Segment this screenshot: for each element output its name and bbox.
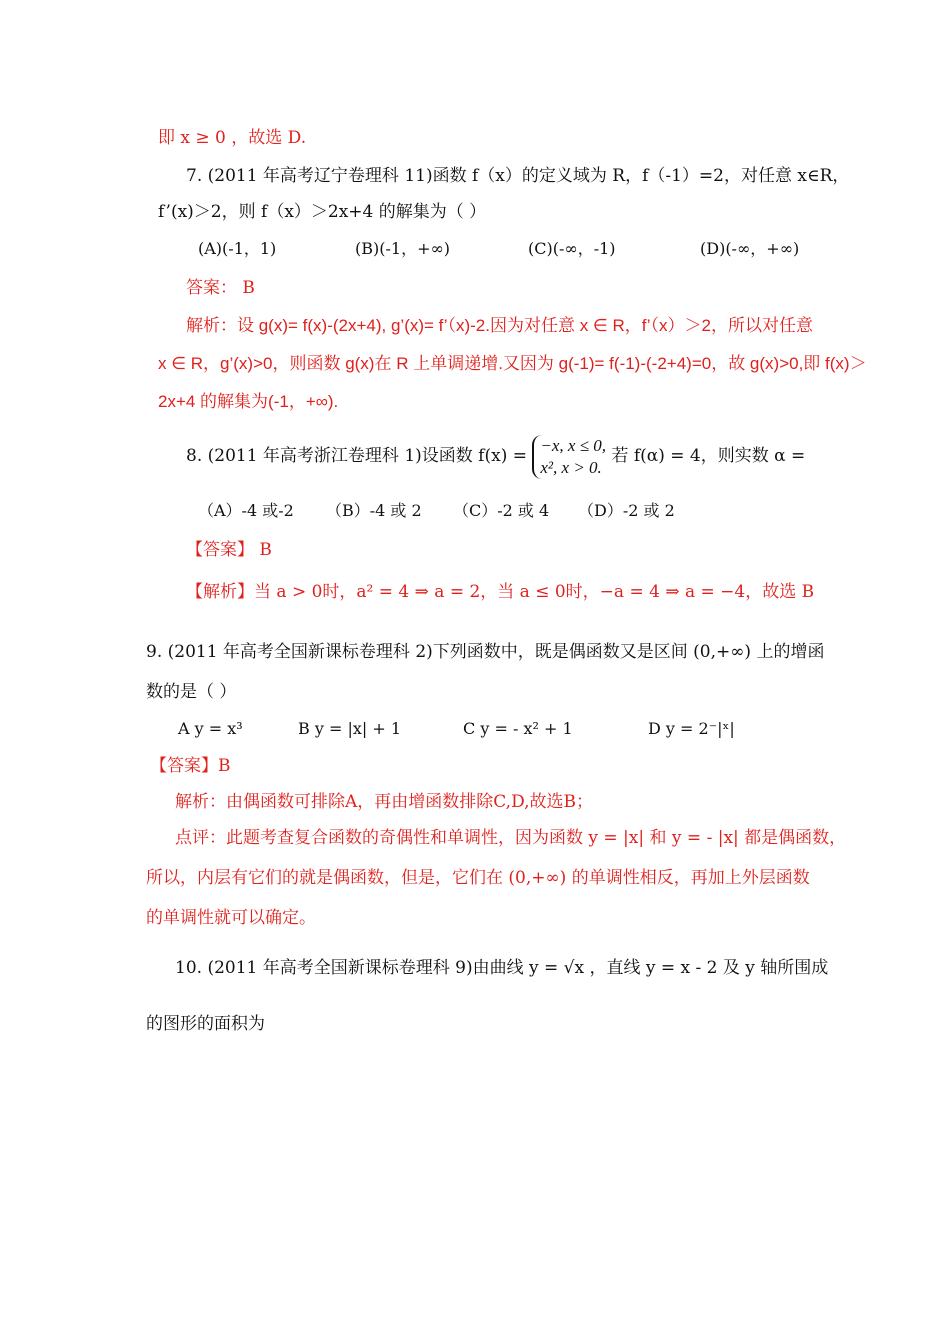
q7-option-b: (B)(-1，+∞): [355, 239, 451, 258]
previous-conclusion: 即 x ≥ 0 ，故选 D.: [158, 128, 307, 148]
q8-piece-top: −x, x ≤ 0,: [540, 435, 607, 455]
q7-option-d: (D)(-∞，+∞): [700, 239, 800, 258]
q7-analysis-line1: 解析：设 g(x)= f(x)-(2x+4), g’(x)= f’（x)-2.因为对任意 x ∈ R，f’（x）＞2，所以对任意: [186, 316, 813, 335]
q9-comment-line1: 点评：此题考查复合函数的奇偶性和单调性，因为函数 y = |x| 和 y = - |x| 都是偶函数，: [175, 828, 847, 848]
q9-option-c: C y = - x² + 1: [463, 719, 573, 738]
q7-stem-line1: 7. (2011 年高考辽宁卷理科 11)函数 f（x）的定义域为 R，f（-1）=2，对任意 x∈R，: [186, 166, 850, 186]
q9-option-b: B y = |x| + 1: [298, 719, 402, 738]
q8-suffix: 若 f(α) = 4，则实数 α =: [611, 446, 806, 466]
q8-option-c: （C）-2 或 4: [453, 501, 550, 520]
q8-piecewise-function: [532, 435, 606, 479]
q7-stem-line2: f’(x)＞2，则 f（x）＞2x+4 的解集为（ ）: [158, 202, 487, 222]
q9-stem-line2: 数的是（ ）: [146, 682, 237, 702]
q9-comment-line2: 所以，内层有它们的就是偶函数，但是，它们在 (0,+∞) 的单调性相反，再加上外层函数: [146, 868, 810, 888]
q9-answer: 【答案】B: [150, 756, 231, 776]
q7-analysis-line3: 2x+4 的解集为(-1，+∞).: [158, 392, 339, 411]
q8-option-b: （B）-4 或 2: [326, 501, 422, 520]
q8-answer: 【答案】 B: [186, 540, 272, 560]
q8-option-d: （D）-2 或 2: [578, 501, 675, 520]
q8-piece-bottom: x², x > 0.: [540, 457, 602, 477]
q7-option-c: (C)(-∞，-1): [528, 239, 616, 258]
q8-analysis: 【解析】当 a > 0时，a² = 4 ⇒ a = 2，当 a ≤ 0时，−a = 4 ⇒ a = −4，故选 B: [186, 582, 815, 602]
q7-answer: 答案： B: [186, 278, 255, 298]
q9-option-d: D y = 2⁻|ˣ|: [648, 719, 735, 738]
q7-analysis-line2: x ∈ R，g’(x)>0，则函数 g(x)在 R 上单调递增.又因为 g(-1)= f(-1)-(-2+4)=0，故 g(x)>0,即 f(x)＞: [158, 354, 867, 373]
q9-stem-line1: 9. (2011 年高考全国新课标卷理科 2)下列函数中，既是偶函数又是区间 (0,+∞) 上的增函: [146, 642, 825, 662]
q9-comment-line3: 的单调性就可以确定。: [146, 908, 316, 928]
q7-option-a: (A)(-1，1): [198, 239, 277, 258]
q10-stem-line1: 10. (2011 年高考全国新课标卷理科 9)由曲线 y = √x ，直线 y = x - 2 及 y 轴所围成: [175, 958, 829, 978]
q9-analysis: 解析：由偶函数可排除A，再由增函数排除C,D,故选B；: [175, 792, 594, 812]
q8-option-a: （A）-4 或-2: [198, 501, 294, 520]
q10-stem-line2: 的图形的面积为: [146, 1014, 265, 1034]
q9-option-a: A y = x³: [178, 719, 243, 738]
q8-stem: [186, 430, 805, 482]
q8-prefix: 8. (2011 年高考浙江卷理科 1)设函数 f(x) =: [186, 446, 533, 466]
